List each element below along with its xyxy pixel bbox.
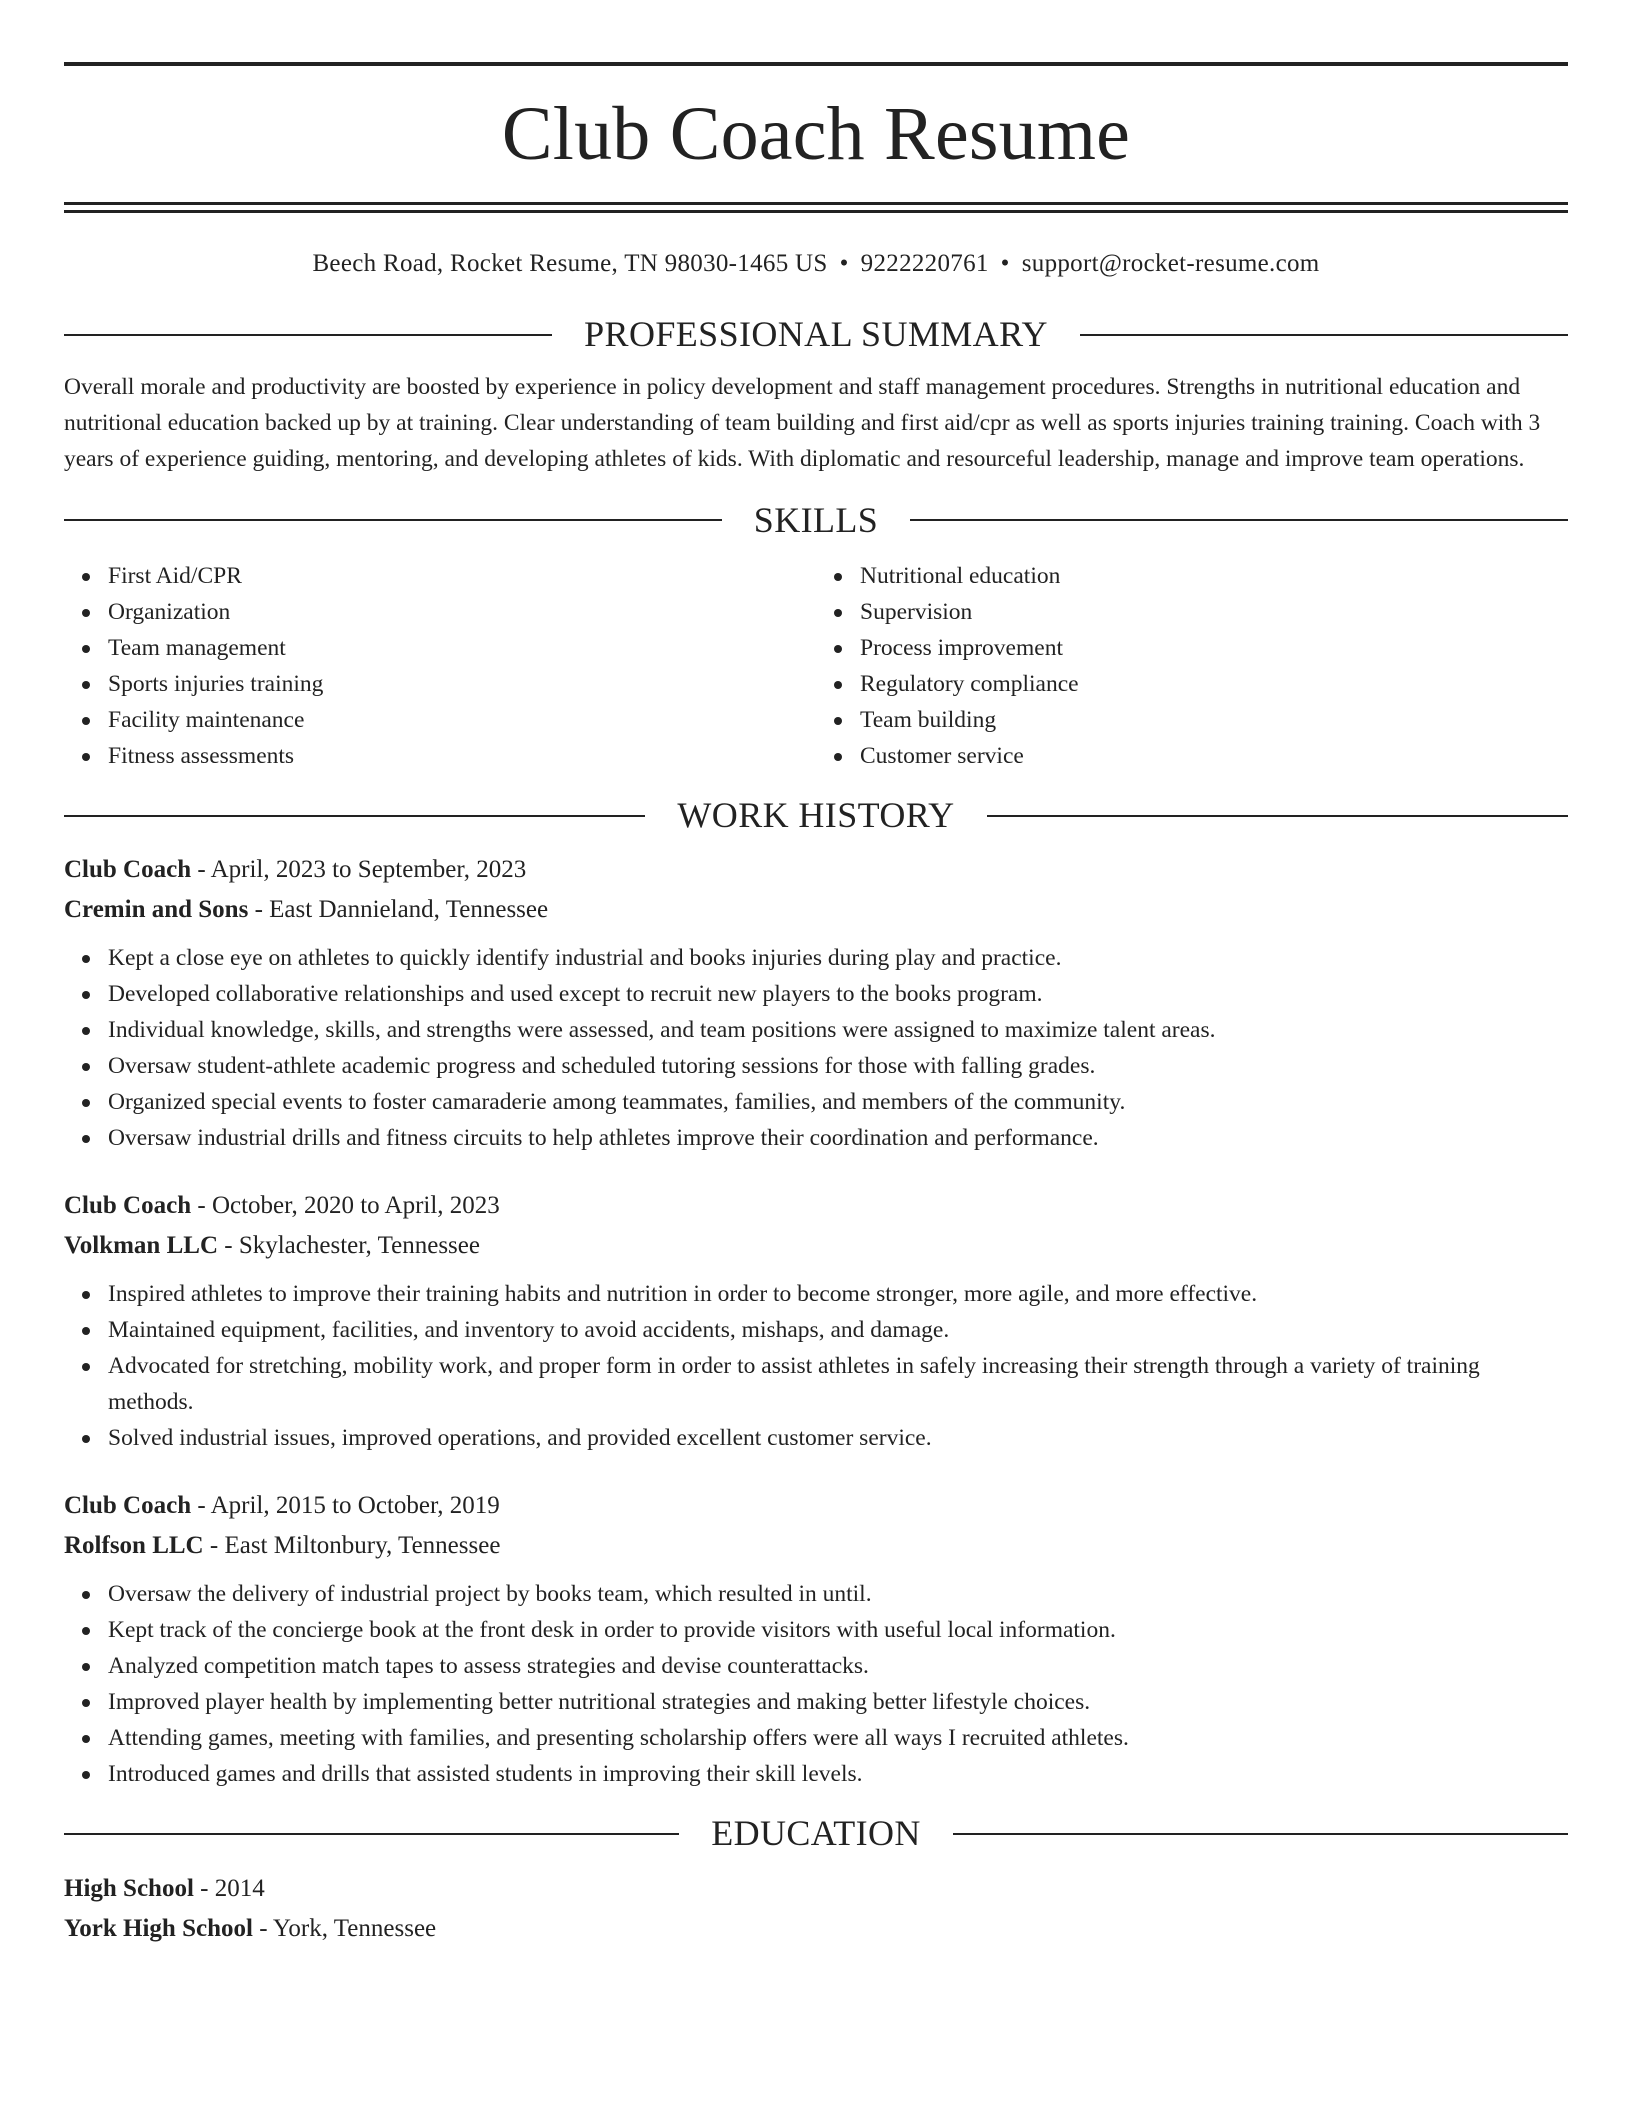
job-location: East Miltonbury, Tennessee [224, 1531, 501, 1559]
skill-item: Organization [108, 594, 816, 630]
job-bullet: Inspired athletes to improve their training habits and nutrition in order to become stronger, more agile, and more effective. [108, 1276, 1568, 1312]
skills-columns [64, 558, 1568, 774]
job-company: Rolfson LLC [64, 1531, 204, 1559]
job-bullet: Organized special events to foster camaraderie among teammates, families, and members of the community. [108, 1084, 1568, 1120]
job-bullet: Oversaw student-athlete academic progress and scheduled tutoring sessions for those with falling grades. [108, 1048, 1568, 1084]
job-entry [64, 1486, 1568, 1792]
education-location: York, Tennessee [272, 1915, 437, 1943]
job-bullets [64, 1576, 1568, 1792]
heading-rule [910, 519, 1568, 521]
job-location: East Dannieland, Tennessee [269, 895, 549, 923]
dash: - [203, 1531, 225, 1559]
job-bullet: Improved player health by implementing better nutritional strategies and making better lifestyle choices. [108, 1684, 1568, 1720]
heading-rule [64, 519, 722, 521]
section-title: EDUCATION [711, 1812, 921, 1853]
job-bullet: Analyzed competition match tapes to assess strategies and devise counterattacks. [108, 1648, 1568, 1684]
job-bullets [64, 1276, 1568, 1456]
job-company: Cremin and Sons [64, 895, 249, 923]
skill-item: Nutritional education [860, 558, 1568, 594]
job-bullet: Kept a close eye on athletes to quickly identify industrial and books injuries during play and practice. [108, 940, 1568, 976]
skill-item: Regulatory compliance [860, 666, 1568, 702]
skills-list-right [816, 558, 1568, 774]
job-title: Club Coach [64, 855, 192, 883]
job-bullet: Individual knowledge, skills, and strengths were assessed, and team positions were assigned to maximize talent areas. [108, 1012, 1568, 1048]
section-title: PROFESSIONAL SUMMARY [584, 314, 1048, 354]
heading-rule [64, 334, 552, 336]
skill-item: Fitness assessments [108, 738, 816, 774]
job-company-line [64, 890, 1568, 930]
heading-rule [64, 1833, 679, 1835]
section-title: WORK HISTORY [677, 795, 955, 836]
education-degree: High School [64, 1875, 194, 1903]
heading-rule [953, 1833, 1568, 1835]
job-company-line [64, 1226, 1568, 1266]
education-school-line [64, 1909, 1568, 1949]
contact-phone[interactable]: 9222220761 [860, 250, 989, 277]
title-double-rule [64, 202, 1568, 213]
skill-item: Customer service [860, 738, 1568, 774]
dash: - [218, 1231, 239, 1259]
job-bullet: Introduced games and drills that assisted students in improving their skill levels. [108, 1756, 1568, 1792]
top-rule [64, 62, 1568, 66]
heading-rule [1080, 334, 1568, 336]
skill-item: Sports injuries training [108, 666, 816, 702]
skill-item: Team building [860, 702, 1568, 738]
dash: - [252, 1915, 273, 1943]
section-heading-summary [64, 315, 1568, 355]
dash: - [191, 1191, 212, 1219]
job-entry [64, 1186, 1568, 1456]
heading-rule [987, 815, 1568, 817]
job-bullet: Maintained equipment, facilities, and inventory to avoid accidents, mishaps, and damage. [108, 1312, 1568, 1348]
education-year: 2014 [214, 1875, 265, 1903]
job-dates: April, 2015 to October, 2019 [210, 1491, 500, 1519]
job-bullet: Oversaw the delivery of industrial project by books team, which resulted in until. [108, 1576, 1568, 1612]
heading-rule [64, 815, 645, 817]
job-entry [64, 850, 1568, 1156]
contact-separator: • [839, 250, 849, 277]
skill-item: Team management [108, 630, 816, 666]
contact-address: Beech Road, Rocket Resume, TN 98030-1465 US [312, 250, 828, 277]
section-heading-skills [64, 501, 1568, 541]
section-title: SKILLS [753, 499, 879, 540]
dash: - [248, 895, 270, 923]
resume-title: Club Coach Resume [501, 92, 1131, 176]
skills-list-left [64, 558, 816, 774]
skill-item: Facility maintenance [108, 702, 816, 738]
skill-item: Process improvement [860, 630, 1568, 666]
contact-email[interactable]: support@rocket-resume.com [1021, 250, 1320, 277]
job-bullet: Advocated for stretching, mobility work, and proper form in order to assist athletes in safely increasing their strength through a variety of training methods. [108, 1348, 1568, 1420]
dash: - [191, 1491, 211, 1519]
job-bullet: Developed collaborative relationships and used except to recruit new players to the books program. [108, 976, 1568, 1012]
skill-item: Supervision [860, 594, 1568, 630]
job-title-line [64, 1186, 1568, 1226]
job-dates: April, 2023 to September, 2023 [210, 855, 527, 883]
section-heading-education [64, 1814, 1568, 1854]
job-company: Volkman LLC [64, 1231, 218, 1259]
job-title: Club Coach [64, 1491, 192, 1519]
job-bullet: Kept track of the concierge book at the front desk in order to provide visitors with useful local information. [108, 1612, 1568, 1648]
summary-paragraph: Overall morale and productivity are boosted by experience in policy development and staff management procedures. Strengths in nutritional education and nutritional education backed up by at training. Clear understanding of team building and first aid/cpr as well as sports injuries training training. Coach with 3 years of experience guiding, mentoring, and developing athletes of kids. With diplomatic and resourceful leadership, manage and improve team operations. [64, 373, 1541, 472]
job-bullet: Oversaw industrial drills and fitness circuits to help athletes improve their coordination and performance. [108, 1120, 1568, 1156]
job-title-line [64, 850, 1568, 890]
job-bullets [64, 940, 1568, 1156]
education-entry [64, 1869, 1568, 1949]
contact-line [64, 249, 1568, 279]
job-title: Club Coach [64, 1191, 192, 1219]
skill-item: First Aid/CPR [108, 558, 816, 594]
dash: - [193, 1875, 215, 1903]
job-bullet: Attending games, meeting with families, and presenting scholarship offers were all ways I recruited athletes. [108, 1720, 1568, 1756]
job-dates: October, 2020 to April, 2023 [211, 1191, 500, 1219]
job-title-line [64, 1486, 1568, 1526]
job-company-line [64, 1526, 1568, 1566]
section-heading-work [64, 796, 1568, 836]
education-degree-line [64, 1869, 1568, 1909]
job-bullet: Solved industrial issues, improved operations, and provided excellent customer service. [108, 1420, 1568, 1456]
contact-separator: • [1000, 250, 1010, 277]
education-school: York High School [64, 1915, 253, 1943]
job-location: Skylachester, Tennessee [238, 1231, 480, 1259]
dash: - [191, 855, 211, 883]
